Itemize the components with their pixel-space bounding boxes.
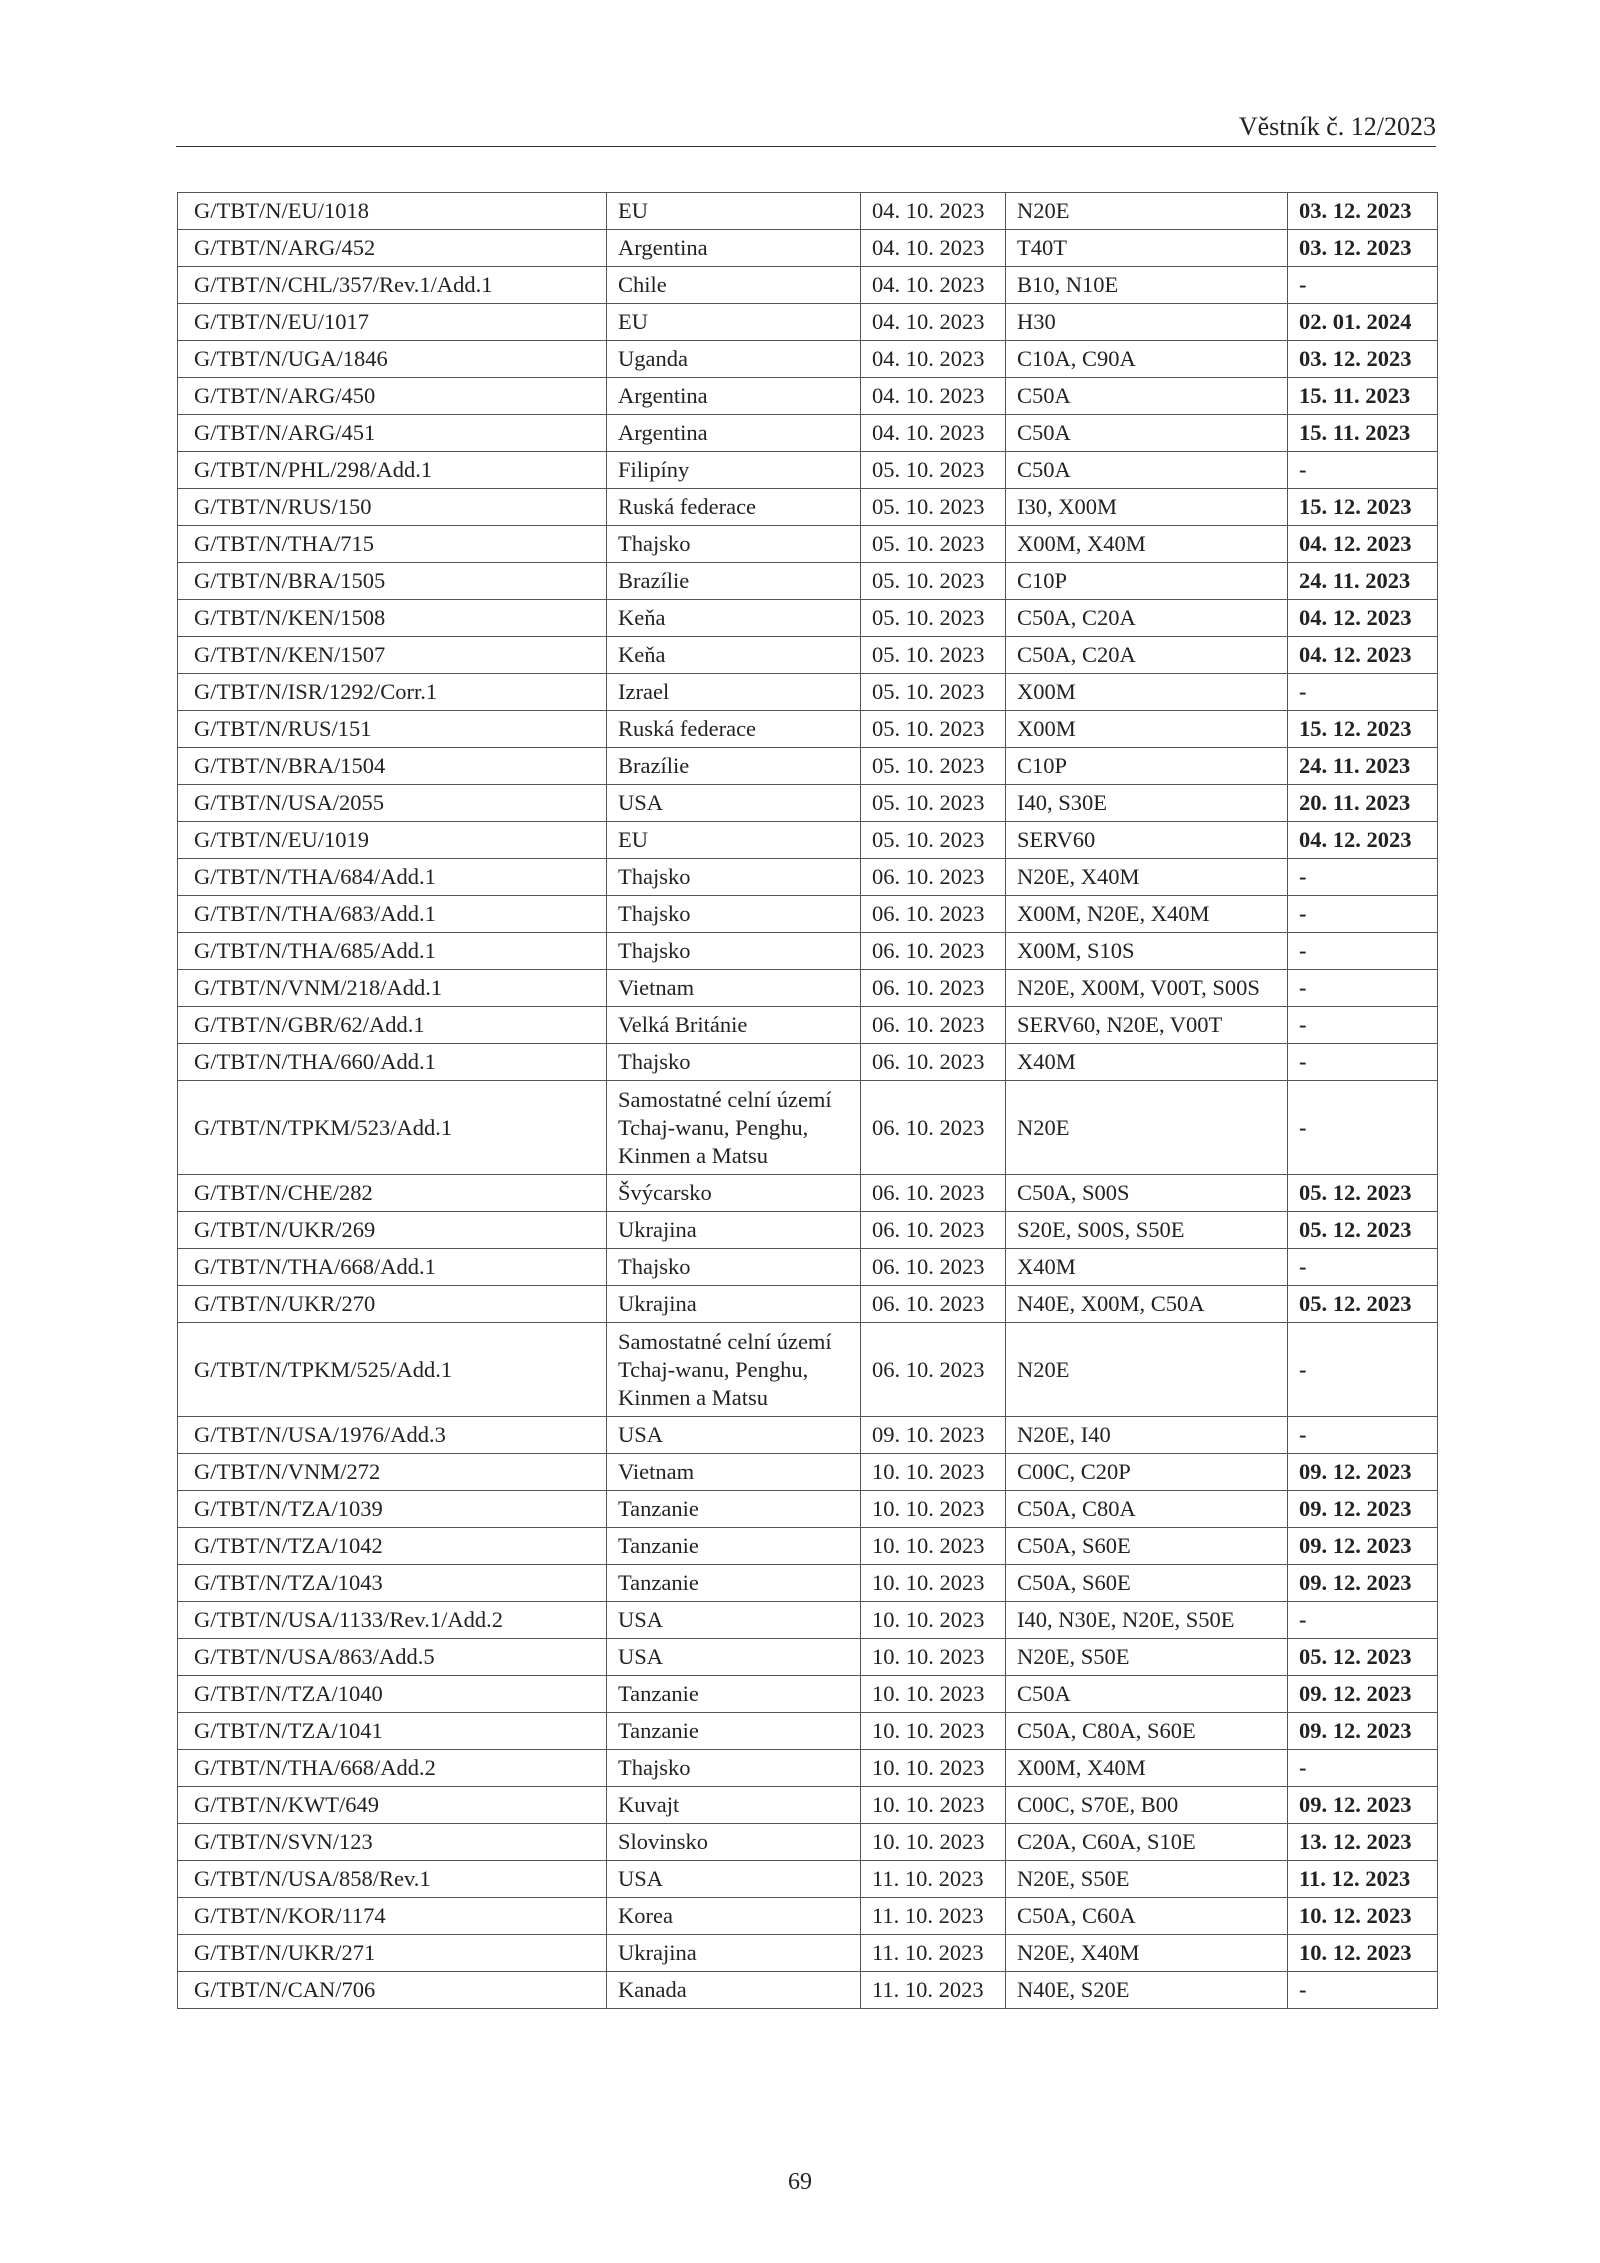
table-row xyxy=(178,1286,1438,1323)
distribution-date: 06. 10. 2023 xyxy=(861,970,1006,1007)
notification-symbol: G/TBT/N/PHL/298/Add.1 xyxy=(178,452,607,489)
comment-deadline: 05. 12. 2023 xyxy=(1288,1212,1438,1249)
distribution-date: 09. 10. 2023 xyxy=(861,1417,1006,1454)
distribution-date: 06. 10. 2023 xyxy=(861,859,1006,896)
notifying-member: Thajsko xyxy=(607,1249,861,1286)
table-row xyxy=(178,1787,1438,1824)
notifying-member: Uganda xyxy=(607,341,861,378)
notification-symbol: G/TBT/N/BRA/1505 xyxy=(178,563,607,600)
product-codes: I40, N30E, N20E, S50E xyxy=(1006,1602,1288,1639)
notification-symbol: G/TBT/N/USA/1133/Rev.1/Add.2 xyxy=(178,1602,607,1639)
table-row xyxy=(178,1565,1438,1602)
distribution-date: 05. 10. 2023 xyxy=(861,452,1006,489)
notification-symbol: G/TBT/N/UGA/1846 xyxy=(178,341,607,378)
notification-symbol: G/TBT/N/THA/668/Add.1 xyxy=(178,1249,607,1286)
table-row xyxy=(178,822,1438,859)
table-row xyxy=(178,785,1438,822)
notification-symbol: G/TBT/N/USA/858/Rev.1 xyxy=(178,1861,607,1898)
product-codes: N20E, X00M, V00T, S00S xyxy=(1006,970,1288,1007)
notification-symbol: G/TBT/N/ARG/451 xyxy=(178,415,607,452)
product-codes: C50A xyxy=(1006,378,1288,415)
table-row xyxy=(178,193,1438,230)
notification-symbol: G/TBT/N/THA/660/Add.1 xyxy=(178,1044,607,1081)
table-row xyxy=(178,1972,1438,2009)
product-codes: I40, S30E xyxy=(1006,785,1288,822)
notification-symbol: G/TBT/N/THA/684/Add.1 xyxy=(178,859,607,896)
table-row xyxy=(178,637,1438,674)
notification-symbol: G/TBT/N/EU/1019 xyxy=(178,822,607,859)
distribution-date: 11. 10. 2023 xyxy=(861,1898,1006,1935)
notification-symbol: G/TBT/N/ARG/452 xyxy=(178,230,607,267)
table-row xyxy=(178,1249,1438,1286)
notification-symbol: G/TBT/N/THA/715 xyxy=(178,526,607,563)
table-row xyxy=(178,1935,1438,1972)
bulletin-title: Věstník č. 12/2023 xyxy=(1238,112,1436,141)
product-codes: N40E, S20E xyxy=(1006,1972,1288,2009)
table-row xyxy=(178,526,1438,563)
notifying-member: Thajsko xyxy=(607,859,861,896)
notifying-member: EU xyxy=(607,304,861,341)
notification-symbol: G/TBT/N/USA/863/Add.5 xyxy=(178,1639,607,1676)
notification-symbol: G/TBT/N/CHE/282 xyxy=(178,1175,607,1212)
distribution-date: 06. 10. 2023 xyxy=(861,1212,1006,1249)
distribution-date: 06. 10. 2023 xyxy=(861,1286,1006,1323)
product-codes: C50A, S00S xyxy=(1006,1175,1288,1212)
comment-deadline: - xyxy=(1288,1602,1438,1639)
table-row xyxy=(178,1007,1438,1044)
table-row xyxy=(178,600,1438,637)
distribution-date: 10. 10. 2023 xyxy=(861,1824,1006,1861)
table-row xyxy=(178,1528,1438,1565)
distribution-date: 06. 10. 2023 xyxy=(861,1249,1006,1286)
product-codes: T40T xyxy=(1006,230,1288,267)
product-codes: B10, N10E xyxy=(1006,267,1288,304)
table-row xyxy=(178,267,1438,304)
comment-deadline: 03. 12. 2023 xyxy=(1288,341,1438,378)
table-row xyxy=(178,1081,1438,1175)
distribution-date: 05. 10. 2023 xyxy=(861,489,1006,526)
comment-deadline: - xyxy=(1288,933,1438,970)
notification-symbol: G/TBT/N/UKR/269 xyxy=(178,1212,607,1249)
table-row xyxy=(178,1044,1438,1081)
notification-symbol: G/TBT/N/THA/683/Add.1 xyxy=(178,896,607,933)
notification-symbol: G/TBT/N/KWT/649 xyxy=(178,1787,607,1824)
distribution-date: 10. 10. 2023 xyxy=(861,1528,1006,1565)
notifying-member: Brazílie xyxy=(607,748,861,785)
distribution-date: 10. 10. 2023 xyxy=(861,1787,1006,1824)
table-row xyxy=(178,341,1438,378)
distribution-date: 10. 10. 2023 xyxy=(861,1676,1006,1713)
distribution-date: 04. 10. 2023 xyxy=(861,304,1006,341)
comment-deadline: 09. 12. 2023 xyxy=(1288,1491,1438,1528)
distribution-date: 06. 10. 2023 xyxy=(861,1175,1006,1212)
product-codes: N20E xyxy=(1006,1323,1288,1417)
table-row xyxy=(178,674,1438,711)
comment-deadline: 15. 11. 2023 xyxy=(1288,378,1438,415)
comment-deadline: 09. 12. 2023 xyxy=(1288,1565,1438,1602)
comment-deadline: 05. 12. 2023 xyxy=(1288,1639,1438,1676)
notification-symbol: G/TBT/N/KEN/1507 xyxy=(178,637,607,674)
product-codes: C00C, S70E, B00 xyxy=(1006,1787,1288,1824)
product-codes: X40M xyxy=(1006,1044,1288,1081)
notifying-member: Korea xyxy=(607,1898,861,1935)
notifying-member: USA xyxy=(607,1417,861,1454)
distribution-date: 10. 10. 2023 xyxy=(861,1491,1006,1528)
notification-symbol: G/TBT/N/TZA/1041 xyxy=(178,1713,607,1750)
page-number: 69 xyxy=(788,2169,812,2195)
notifying-member: Vietnam xyxy=(607,970,861,1007)
notification-symbol: G/TBT/N/VNM/218/Add.1 xyxy=(178,970,607,1007)
comment-deadline: - xyxy=(1288,970,1438,1007)
comment-deadline: 24. 11. 2023 xyxy=(1288,748,1438,785)
product-codes: C10P xyxy=(1006,748,1288,785)
table-row xyxy=(178,1750,1438,1787)
distribution-date: 10. 10. 2023 xyxy=(861,1565,1006,1602)
distribution-date: 10. 10. 2023 xyxy=(861,1454,1006,1491)
notification-symbol: G/TBT/N/TZA/1040 xyxy=(178,1676,607,1713)
distribution-date: 05. 10. 2023 xyxy=(861,711,1006,748)
comment-deadline: 05. 12. 2023 xyxy=(1288,1175,1438,1212)
product-codes: C50A xyxy=(1006,415,1288,452)
comment-deadline: 20. 11. 2023 xyxy=(1288,785,1438,822)
product-codes: S20E, S00S, S50E xyxy=(1006,1212,1288,1249)
product-codes: H30 xyxy=(1006,304,1288,341)
table-row xyxy=(178,859,1438,896)
product-codes: C20A, C60A, S10E xyxy=(1006,1824,1288,1861)
comment-deadline: 04. 12. 2023 xyxy=(1288,822,1438,859)
table-row xyxy=(178,1417,1438,1454)
product-codes: I30, X00M xyxy=(1006,489,1288,526)
comment-deadline: 10. 12. 2023 xyxy=(1288,1898,1438,1935)
product-codes: C10P xyxy=(1006,563,1288,600)
notifying-member: Tanzanie xyxy=(607,1528,861,1565)
product-codes: X00M, N20E, X40M xyxy=(1006,896,1288,933)
comment-deadline: 09. 12. 2023 xyxy=(1288,1528,1438,1565)
notifying-member: Ruská federace xyxy=(607,711,861,748)
notification-symbol: G/TBT/N/EU/1017 xyxy=(178,304,607,341)
notifying-member: Vietnam xyxy=(607,1454,861,1491)
product-codes: C00C, C20P xyxy=(1006,1454,1288,1491)
notification-symbol: G/TBT/N/RUS/151 xyxy=(178,711,607,748)
comment-deadline: - xyxy=(1288,452,1438,489)
comment-deadline: 03. 12. 2023 xyxy=(1288,230,1438,267)
comment-deadline: 13. 12. 2023 xyxy=(1288,1824,1438,1861)
table-row xyxy=(178,711,1438,748)
product-codes: X40M xyxy=(1006,1249,1288,1286)
notifying-member: EU xyxy=(607,822,861,859)
notifying-member: Keňa xyxy=(607,600,861,637)
notification-symbol: G/TBT/N/USA/1976/Add.3 xyxy=(178,1417,607,1454)
comment-deadline: - xyxy=(1288,859,1438,896)
comment-deadline: 09. 12. 2023 xyxy=(1288,1676,1438,1713)
comment-deadline: - xyxy=(1288,1323,1438,1417)
distribution-date: 04. 10. 2023 xyxy=(861,267,1006,304)
notification-symbol: G/TBT/N/TZA/1039 xyxy=(178,1491,607,1528)
product-codes: N20E xyxy=(1006,1081,1288,1175)
table-row xyxy=(178,896,1438,933)
comment-deadline: - xyxy=(1288,896,1438,933)
distribution-date: 10. 10. 2023 xyxy=(861,1713,1006,1750)
notification-symbol: G/TBT/N/CAN/706 xyxy=(178,1972,607,2009)
notifying-member: Thajsko xyxy=(607,896,861,933)
notifying-member: Samostatné celní území Tchaj-wanu, Penghu, Kinmen a Matsu xyxy=(607,1081,861,1175)
table-row xyxy=(178,1175,1438,1212)
notifying-member: Ukrajina xyxy=(607,1935,861,1972)
comment-deadline: - xyxy=(1288,674,1438,711)
distribution-date: 05. 10. 2023 xyxy=(861,526,1006,563)
notifying-member: EU xyxy=(607,193,861,230)
product-codes: C50A, C20A xyxy=(1006,637,1288,674)
comment-deadline: - xyxy=(1288,1249,1438,1286)
comment-deadline: 03. 12. 2023 xyxy=(1288,193,1438,230)
notifying-member: USA xyxy=(607,1861,861,1898)
notification-symbol: G/TBT/N/SVN/123 xyxy=(178,1824,607,1861)
table-row xyxy=(178,1824,1438,1861)
distribution-date: 06. 10. 2023 xyxy=(861,933,1006,970)
notifying-member: Izrael xyxy=(607,674,861,711)
comment-deadline: 09. 12. 2023 xyxy=(1288,1454,1438,1491)
distribution-date: 06. 10. 2023 xyxy=(861,896,1006,933)
product-codes: X00M, X40M xyxy=(1006,1750,1288,1787)
notification-symbol: G/TBT/N/TZA/1043 xyxy=(178,1565,607,1602)
notification-symbol: G/TBT/N/RUS/150 xyxy=(178,489,607,526)
notification-symbol: G/TBT/N/UKR/271 xyxy=(178,1935,607,1972)
distribution-date: 05. 10. 2023 xyxy=(861,563,1006,600)
notifying-member: Thajsko xyxy=(607,1044,861,1081)
product-codes: N40E, X00M, C50A xyxy=(1006,1286,1288,1323)
product-codes: SERV60 xyxy=(1006,822,1288,859)
table-row xyxy=(178,378,1438,415)
notifying-member: USA xyxy=(607,1602,861,1639)
table-row xyxy=(178,1713,1438,1750)
comment-deadline: 15. 12. 2023 xyxy=(1288,711,1438,748)
distribution-date: 10. 10. 2023 xyxy=(861,1639,1006,1676)
notifications-table-body xyxy=(178,193,1438,2009)
distribution-date: 11. 10. 2023 xyxy=(861,1861,1006,1898)
notifying-member: Slovinsko xyxy=(607,1824,861,1861)
notifying-member: USA xyxy=(607,1639,861,1676)
product-codes: C50A, C80A, S60E xyxy=(1006,1713,1288,1750)
comment-deadline: 10. 12. 2023 xyxy=(1288,1935,1438,1972)
comment-deadline: 11. 12. 2023 xyxy=(1288,1861,1438,1898)
notification-symbol: G/TBT/N/USA/2055 xyxy=(178,785,607,822)
notifying-member: Brazílie xyxy=(607,563,861,600)
comment-deadline: 02. 01. 2024 xyxy=(1288,304,1438,341)
comment-deadline: - xyxy=(1288,1972,1438,2009)
notifying-member: Samostatné celní území Tchaj-wanu, Penghu, Kinmen a Matsu xyxy=(607,1323,861,1417)
notification-symbol: G/TBT/N/THA/668/Add.2 xyxy=(178,1750,607,1787)
product-codes: C50A, S60E xyxy=(1006,1565,1288,1602)
product-codes: C50A xyxy=(1006,1676,1288,1713)
table-row xyxy=(178,415,1438,452)
distribution-date: 11. 10. 2023 xyxy=(861,1972,1006,2009)
notifying-member: Ruská federace xyxy=(607,489,861,526)
comment-deadline: 15. 11. 2023 xyxy=(1288,415,1438,452)
notifying-member: Filipíny xyxy=(607,452,861,489)
notifying-member: USA xyxy=(607,785,861,822)
notifying-member: Argentina xyxy=(607,415,861,452)
distribution-date: 05. 10. 2023 xyxy=(861,785,1006,822)
table-row xyxy=(178,970,1438,1007)
table-row xyxy=(178,1323,1438,1417)
product-codes: N20E xyxy=(1006,193,1288,230)
notifying-member: Chile xyxy=(607,267,861,304)
notifying-member: Tanzanie xyxy=(607,1676,861,1713)
product-codes: X00M xyxy=(1006,711,1288,748)
product-codes: C50A, C20A xyxy=(1006,600,1288,637)
table-row xyxy=(178,563,1438,600)
comment-deadline: - xyxy=(1288,267,1438,304)
distribution-date: 04. 10. 2023 xyxy=(861,415,1006,452)
notifying-member: Ukrajina xyxy=(607,1286,861,1323)
page-header xyxy=(176,112,1436,147)
distribution-date: 10. 10. 2023 xyxy=(861,1750,1006,1787)
notification-symbol: G/TBT/N/BRA/1504 xyxy=(178,748,607,785)
comment-deadline: 09. 12. 2023 xyxy=(1288,1787,1438,1824)
product-codes: X00M xyxy=(1006,674,1288,711)
comment-deadline: 05. 12. 2023 xyxy=(1288,1286,1438,1323)
notification-symbol: G/TBT/N/TPKM/525/Add.1 xyxy=(178,1323,607,1417)
notifications-table xyxy=(177,192,1438,2009)
notification-symbol: G/TBT/N/EU/1018 xyxy=(178,193,607,230)
notifying-member: Tanzanie xyxy=(607,1713,861,1750)
distribution-date: 05. 10. 2023 xyxy=(861,637,1006,674)
table-row xyxy=(178,1454,1438,1491)
product-codes: C50A xyxy=(1006,452,1288,489)
notification-symbol: G/TBT/N/VNM/272 xyxy=(178,1454,607,1491)
notification-symbol: G/TBT/N/TZA/1042 xyxy=(178,1528,607,1565)
table-row xyxy=(178,1639,1438,1676)
product-codes: X00M, X40M xyxy=(1006,526,1288,563)
table-row xyxy=(178,1898,1438,1935)
table-row xyxy=(178,933,1438,970)
table-row xyxy=(178,1676,1438,1713)
distribution-date: 05. 10. 2023 xyxy=(861,748,1006,785)
distribution-date: 05. 10. 2023 xyxy=(861,600,1006,637)
notifying-member: Kanada xyxy=(607,1972,861,2009)
comment-deadline: - xyxy=(1288,1007,1438,1044)
notification-symbol: G/TBT/N/KEN/1508 xyxy=(178,600,607,637)
distribution-date: 06. 10. 2023 xyxy=(861,1044,1006,1081)
product-codes: N20E, S50E xyxy=(1006,1639,1288,1676)
comment-deadline: 04. 12. 2023 xyxy=(1288,600,1438,637)
comment-deadline: 09. 12. 2023 xyxy=(1288,1713,1438,1750)
notification-symbol: G/TBT/N/CHL/357/Rev.1/Add.1 xyxy=(178,267,607,304)
notifying-member: Argentina xyxy=(607,378,861,415)
distribution-date: 06. 10. 2023 xyxy=(861,1081,1006,1175)
notification-symbol: G/TBT/N/KOR/1174 xyxy=(178,1898,607,1935)
comment-deadline: 04. 12. 2023 xyxy=(1288,526,1438,563)
distribution-date: 04. 10. 2023 xyxy=(861,193,1006,230)
notifying-member: Tanzanie xyxy=(607,1491,861,1528)
notifying-member: Švýcarsko xyxy=(607,1175,861,1212)
distribution-date: 11. 10. 2023 xyxy=(861,1935,1006,1972)
notification-symbol: G/TBT/N/ISR/1292/Corr.1 xyxy=(178,674,607,711)
table-row xyxy=(178,1602,1438,1639)
notifying-member: Tanzanie xyxy=(607,1565,861,1602)
notifying-member: Kuvajt xyxy=(607,1787,861,1824)
notification-symbol: G/TBT/N/ARG/450 xyxy=(178,378,607,415)
notifying-member: Keňa xyxy=(607,637,861,674)
notification-symbol: G/TBT/N/TPKM/523/Add.1 xyxy=(178,1081,607,1175)
table-row xyxy=(178,1212,1438,1249)
table-row xyxy=(178,1491,1438,1528)
notification-symbol: G/TBT/N/GBR/62/Add.1 xyxy=(178,1007,607,1044)
comment-deadline: 15. 12. 2023 xyxy=(1288,489,1438,526)
table-row xyxy=(178,452,1438,489)
comment-deadline: 24. 11. 2023 xyxy=(1288,563,1438,600)
product-codes: X00M, S10S xyxy=(1006,933,1288,970)
table-row xyxy=(178,489,1438,526)
product-codes: N20E, X40M xyxy=(1006,1935,1288,1972)
table-row xyxy=(178,304,1438,341)
product-codes: C50A, S60E xyxy=(1006,1528,1288,1565)
table-row xyxy=(178,230,1438,267)
comment-deadline: 04. 12. 2023 xyxy=(1288,637,1438,674)
product-codes: N20E, S50E xyxy=(1006,1861,1288,1898)
notifying-member: Thajsko xyxy=(607,526,861,563)
distribution-date: 06. 10. 2023 xyxy=(861,1323,1006,1417)
notifying-member: Thajsko xyxy=(607,1750,861,1787)
notifying-member: Ukrajina xyxy=(607,1212,861,1249)
comment-deadline: - xyxy=(1288,1417,1438,1454)
notifying-member: Thajsko xyxy=(607,933,861,970)
notifying-member: Velká Británie xyxy=(607,1007,861,1044)
distribution-date: 05. 10. 2023 xyxy=(861,674,1006,711)
notifying-member: Argentina xyxy=(607,230,861,267)
product-codes: C50A, C60A xyxy=(1006,1898,1288,1935)
distribution-date: 10. 10. 2023 xyxy=(861,1602,1006,1639)
table-row xyxy=(178,748,1438,785)
distribution-date: 04. 10. 2023 xyxy=(861,341,1006,378)
table-row xyxy=(178,1861,1438,1898)
notification-symbol: G/TBT/N/THA/685/Add.1 xyxy=(178,933,607,970)
distribution-date: 05. 10. 2023 xyxy=(861,822,1006,859)
comment-deadline: - xyxy=(1288,1081,1438,1175)
distribution-date: 04. 10. 2023 xyxy=(861,378,1006,415)
distribution-date: 06. 10. 2023 xyxy=(861,1007,1006,1044)
product-codes: SERV60, N20E, V00T xyxy=(1006,1007,1288,1044)
product-codes: C10A, C90A xyxy=(1006,341,1288,378)
product-codes: N20E, I40 xyxy=(1006,1417,1288,1454)
comment-deadline: - xyxy=(1288,1750,1438,1787)
distribution-date: 04. 10. 2023 xyxy=(861,230,1006,267)
notification-symbol: G/TBT/N/UKR/270 xyxy=(178,1286,607,1323)
product-codes: N20E, X40M xyxy=(1006,859,1288,896)
product-codes: C50A, C80A xyxy=(1006,1491,1288,1528)
comment-deadline: - xyxy=(1288,1044,1438,1081)
